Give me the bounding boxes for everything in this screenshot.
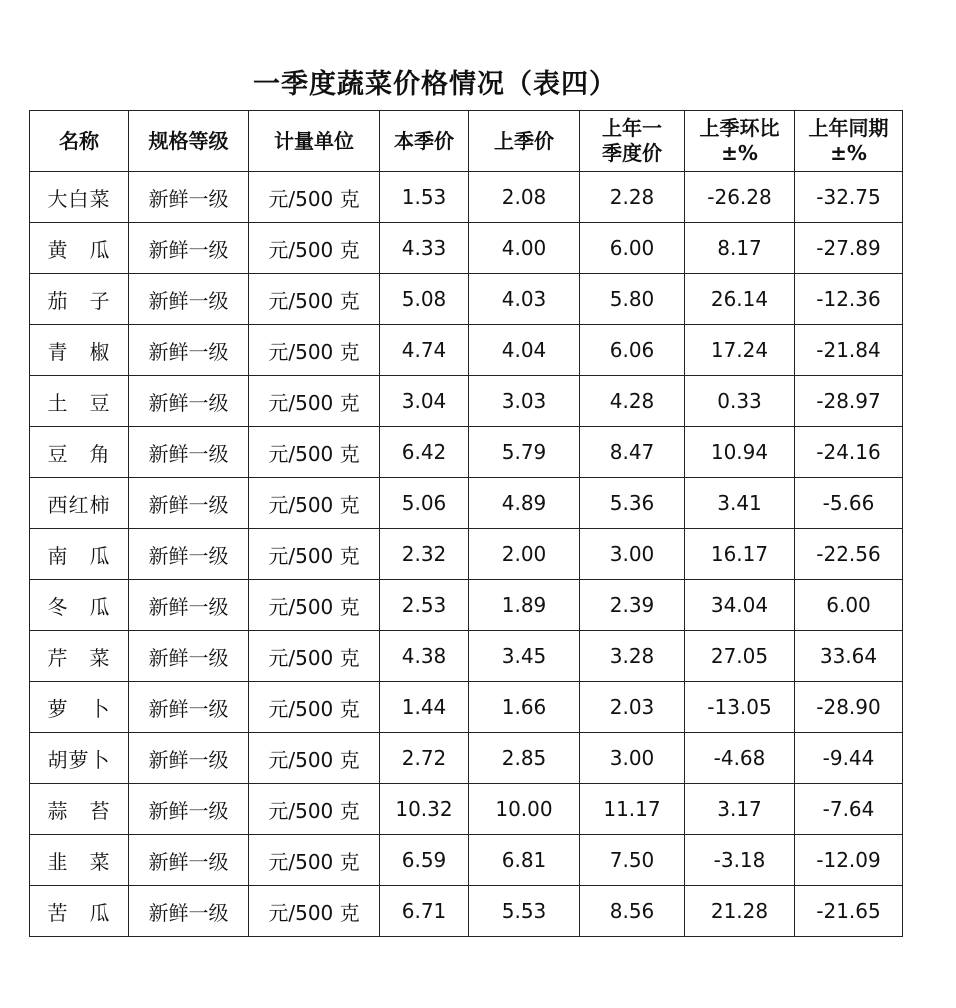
last-quarter-price-value: 5.79 xyxy=(501,440,547,464)
vegetable-name-value: 胡萝卜 xyxy=(47,747,111,772)
table-row xyxy=(30,427,903,478)
yoy-change-cell xyxy=(795,835,903,886)
vegetable-name-value: 芹 菜 xyxy=(47,645,111,670)
last-year-q1-price-value: 2.03 xyxy=(609,695,655,719)
last-quarter-price-value: 3.45 xyxy=(501,644,547,668)
yoy-change-value: 6.00 xyxy=(826,593,871,617)
qoq-change-cell xyxy=(685,733,795,784)
last-quarter-price-cell xyxy=(469,631,580,682)
unit-cell xyxy=(249,529,380,580)
grade-value: 新鲜一级 xyxy=(148,390,229,415)
unit-value: 元/500 克 xyxy=(268,186,360,211)
col-last-year-q1-price-header xyxy=(580,111,685,172)
vegetable-name-cell xyxy=(30,886,129,937)
last-year-q1-price-cell xyxy=(580,733,685,784)
yoy-change-cell xyxy=(795,427,903,478)
unit-cell xyxy=(249,274,380,325)
last-year-q1-price-cell xyxy=(580,580,685,631)
yoy-change-value: -32.75 xyxy=(816,185,881,209)
current-price-value: 2.72 xyxy=(401,746,447,770)
qoq-change-cell xyxy=(685,223,795,274)
current-price-cell xyxy=(380,172,469,223)
last-year-q1-price-value: 6.00 xyxy=(609,236,655,260)
unit-cell xyxy=(249,478,380,529)
unit-cell xyxy=(249,376,380,427)
qoq-change-value: 26.14 xyxy=(710,287,769,311)
grade-value: 新鲜一级 xyxy=(148,339,229,364)
current-price-cell xyxy=(380,682,469,733)
unit-value: 元/500 克 xyxy=(268,645,360,670)
header-label-line1: 名称 xyxy=(59,128,99,153)
last-quarter-price-cell xyxy=(469,682,580,733)
last-year-q1-price-value: 3.00 xyxy=(609,542,655,566)
last-year-q1-price-cell xyxy=(580,274,685,325)
last-year-q1-price-value: 5.80 xyxy=(609,287,655,311)
vegetable-name-cell xyxy=(30,835,129,886)
yoy-change-cell xyxy=(795,274,903,325)
grade-cell xyxy=(129,682,249,733)
current-price-value: 2.53 xyxy=(401,593,447,617)
header-label-line2: ±% xyxy=(830,141,867,165)
last-year-q1-price-cell xyxy=(580,529,685,580)
qoq-change-cell xyxy=(685,478,795,529)
last-year-q1-price-value: 2.28 xyxy=(609,185,655,209)
current-price-value: 4.74 xyxy=(401,338,447,362)
grade-cell xyxy=(129,733,249,784)
header-row xyxy=(30,111,903,172)
last-year-q1-price-value: 6.06 xyxy=(609,338,655,362)
grade-value: 新鲜一级 xyxy=(148,288,229,313)
grade-value: 新鲜一级 xyxy=(148,594,229,619)
table-row xyxy=(30,223,903,274)
grade-value: 新鲜一级 xyxy=(148,441,229,466)
grade-value: 新鲜一级 xyxy=(148,645,229,670)
yoy-change-cell xyxy=(795,223,903,274)
unit-value: 元/500 克 xyxy=(268,441,360,466)
last-year-q1-price-value: 7.50 xyxy=(609,848,655,872)
yoy-change-value: 33.64 xyxy=(819,644,878,668)
col-unit-header xyxy=(249,111,380,172)
yoy-change-value: -27.89 xyxy=(816,236,881,260)
current-price-cell xyxy=(380,325,469,376)
qoq-change-cell xyxy=(685,631,795,682)
last-quarter-price-value: 4.89 xyxy=(501,491,547,515)
last-quarter-price-cell xyxy=(469,529,580,580)
grade-cell xyxy=(129,223,249,274)
last-year-q1-price-cell xyxy=(580,631,685,682)
last-quarter-price-value: 4.00 xyxy=(501,236,547,260)
current-price-value: 10.32 xyxy=(395,797,453,821)
vegetable-name-value: 冬 瓜 xyxy=(47,594,111,619)
current-price-cell xyxy=(380,223,469,274)
unit-value: 元/500 克 xyxy=(268,900,360,925)
yoy-change-value: -5.66 xyxy=(822,491,875,515)
qoq-change-value: -3.18 xyxy=(713,848,766,872)
grade-cell xyxy=(129,274,249,325)
header-label-line1: 上季价 xyxy=(494,128,554,153)
unit-cell xyxy=(249,172,380,223)
table-body xyxy=(30,172,903,937)
current-price-value: 6.71 xyxy=(401,899,447,923)
current-price-value: 2.32 xyxy=(401,542,447,566)
grade-cell xyxy=(129,325,249,376)
current-price-cell xyxy=(380,835,469,886)
unit-value: 元/500 克 xyxy=(268,594,360,619)
grade-value: 新鲜一级 xyxy=(148,696,229,721)
last-quarter-price-value: 2.08 xyxy=(501,185,547,209)
qoq-change-cell xyxy=(685,376,795,427)
current-price-value: 5.06 xyxy=(401,491,447,515)
unit-cell xyxy=(249,631,380,682)
current-price-cell xyxy=(380,529,469,580)
vegetable-name-value: 蒜 苔 xyxy=(47,798,111,823)
unit-value: 元/500 克 xyxy=(268,696,360,721)
grade-value: 新鲜一级 xyxy=(148,237,229,262)
unit-cell xyxy=(249,835,380,886)
vegetable-name-value: 西红柿 xyxy=(47,492,111,517)
table-row xyxy=(30,682,903,733)
current-price-cell xyxy=(380,376,469,427)
yoy-change-cell xyxy=(795,478,903,529)
last-quarter-price-cell xyxy=(469,478,580,529)
qoq-change-cell xyxy=(685,172,795,223)
last-quarter-price-value: 5.53 xyxy=(501,899,547,923)
table-row xyxy=(30,478,903,529)
yoy-change-value: -24.16 xyxy=(816,440,881,464)
qoq-change-cell xyxy=(685,886,795,937)
last-year-q1-price-cell xyxy=(580,784,685,835)
last-quarter-price-cell xyxy=(469,376,580,427)
last-quarter-price-cell xyxy=(469,835,580,886)
unit-value: 元/500 克 xyxy=(268,798,360,823)
last-year-q1-price-cell xyxy=(580,682,685,733)
table-row xyxy=(30,835,903,886)
yoy-change-cell xyxy=(795,580,903,631)
vegetable-name-value: 萝 卜 xyxy=(47,696,111,721)
last-year-q1-price-value: 8.47 xyxy=(609,440,655,464)
yoy-change-value: -28.97 xyxy=(816,389,881,413)
qoq-change-value: 0.33 xyxy=(717,389,762,413)
grade-cell xyxy=(129,172,249,223)
col-qoq-change-header xyxy=(685,111,795,172)
yoy-change-cell xyxy=(795,376,903,427)
last-year-q1-price-value: 3.00 xyxy=(609,746,655,770)
current-price-value: 4.33 xyxy=(401,236,447,260)
qoq-change-cell xyxy=(685,835,795,886)
vegetable-name-value: 南 瓜 xyxy=(47,543,111,568)
current-price-cell xyxy=(380,427,469,478)
last-quarter-price-value: 2.85 xyxy=(501,746,547,770)
grade-value: 新鲜一级 xyxy=(148,492,229,517)
qoq-change-value: 34.04 xyxy=(710,593,769,617)
unit-value: 元/500 克 xyxy=(268,339,360,364)
yoy-change-value: -28.90 xyxy=(816,695,881,719)
vegetable-name-value: 土 豆 xyxy=(47,390,111,415)
qoq-change-value: -4.68 xyxy=(713,746,766,770)
table-title: 一季度蔬菜价格情况（表四） xyxy=(253,69,617,100)
vegetable-name-cell xyxy=(30,631,129,682)
grade-value: 新鲜一级 xyxy=(148,798,229,823)
unit-cell xyxy=(249,733,380,784)
last-quarter-price-cell xyxy=(469,784,580,835)
yoy-change-value: -21.84 xyxy=(816,338,881,362)
yoy-change-cell xyxy=(795,325,903,376)
unit-cell xyxy=(249,223,380,274)
last-quarter-price-cell xyxy=(469,886,580,937)
unit-value: 元/500 克 xyxy=(268,237,360,262)
last-quarter-price-cell xyxy=(469,274,580,325)
last-quarter-price-value: 2.00 xyxy=(501,542,547,566)
qoq-change-value: 27.05 xyxy=(710,644,769,668)
last-year-q1-price-value: 2.39 xyxy=(609,593,655,617)
unit-value: 元/500 克 xyxy=(268,390,360,415)
last-year-q1-price-value: 8.56 xyxy=(609,899,655,923)
qoq-change-cell xyxy=(685,274,795,325)
last-quarter-price-cell xyxy=(469,733,580,784)
last-quarter-price-value: 4.04 xyxy=(501,338,547,362)
table-row xyxy=(30,784,903,835)
last-year-q1-price-cell xyxy=(580,835,685,886)
table-row xyxy=(30,325,903,376)
yoy-change-value: -12.09 xyxy=(816,848,881,872)
table-row xyxy=(30,274,903,325)
qoq-change-value: 3.41 xyxy=(717,491,762,515)
grade-cell xyxy=(129,835,249,886)
grade-cell xyxy=(129,580,249,631)
last-year-q1-price-value: 5.36 xyxy=(609,491,655,515)
current-price-cell xyxy=(380,733,469,784)
last-year-q1-price-cell xyxy=(580,172,685,223)
last-quarter-price-cell xyxy=(469,172,580,223)
last-quarter-price-value: 1.89 xyxy=(501,593,547,617)
vegetable-name-value: 大白菜 xyxy=(47,186,111,211)
unit-cell xyxy=(249,682,380,733)
grade-cell xyxy=(129,529,249,580)
header-label-line1: 规格等级 xyxy=(148,128,229,153)
current-price-cell xyxy=(380,886,469,937)
qoq-change-value: 3.17 xyxy=(717,797,762,821)
last-quarter-price-value: 3.03 xyxy=(501,389,547,413)
vegetable-name-cell xyxy=(30,478,129,529)
unit-cell xyxy=(249,325,380,376)
table-row xyxy=(30,733,903,784)
last-year-q1-price-value: 3.28 xyxy=(609,644,655,668)
unit-value: 元/500 克 xyxy=(268,747,360,772)
vegetable-name-cell xyxy=(30,223,129,274)
header-label-line1: 计量单位 xyxy=(274,128,354,153)
vegetable-name-cell xyxy=(30,682,129,733)
qoq-change-value: 21.28 xyxy=(710,899,769,923)
qoq-change-cell xyxy=(685,529,795,580)
grade-cell xyxy=(129,784,249,835)
last-year-q1-price-cell xyxy=(580,478,685,529)
yoy-change-cell xyxy=(795,631,903,682)
vegetable-name-value: 豆 角 xyxy=(47,441,111,466)
table-row xyxy=(30,172,903,223)
table-row xyxy=(30,886,903,937)
grade-value: 新鲜一级 xyxy=(148,849,229,874)
grade-value: 新鲜一级 xyxy=(148,186,229,211)
col-name-header xyxy=(30,111,129,172)
last-quarter-price-value: 4.03 xyxy=(501,287,547,311)
col-last-quarter-price-header xyxy=(469,111,580,172)
last-quarter-price-value: 6.81 xyxy=(501,848,547,872)
header-label-line2: ±% xyxy=(721,141,758,165)
current-price-cell xyxy=(380,478,469,529)
unit-value: 元/500 克 xyxy=(268,492,360,517)
grade-cell xyxy=(129,376,249,427)
vegetable-name-cell xyxy=(30,274,129,325)
current-price-cell xyxy=(380,580,469,631)
col-grade-header xyxy=(129,111,249,172)
col-yoy-change-header xyxy=(795,111,903,172)
grade-cell xyxy=(129,886,249,937)
vegetable-name-value: 苦 瓜 xyxy=(47,900,111,925)
last-year-q1-price-cell xyxy=(580,376,685,427)
yoy-change-value: -9.44 xyxy=(822,746,875,770)
grade-cell xyxy=(129,478,249,529)
vegetable-name-value: 青 椒 xyxy=(47,339,111,364)
vegetable-name-cell xyxy=(30,733,129,784)
current-price-value: 1.53 xyxy=(401,185,447,209)
qoq-change-value: -26.28 xyxy=(707,185,772,209)
vegetable-name-cell xyxy=(30,172,129,223)
vegetable-name-cell xyxy=(30,376,129,427)
current-price-value: 4.38 xyxy=(401,644,447,668)
last-year-q1-price-value: 11.17 xyxy=(603,797,661,821)
table-row xyxy=(30,376,903,427)
last-quarter-price-cell xyxy=(469,223,580,274)
header-label-line1: 上年同期 xyxy=(808,116,889,140)
price-table xyxy=(29,110,903,937)
current-price-cell xyxy=(380,274,469,325)
vegetable-name-value: 茄 子 xyxy=(47,288,111,313)
last-year-q1-price-value: 4.28 xyxy=(609,389,655,413)
qoq-change-value: 17.24 xyxy=(710,338,769,362)
yoy-change-value: -7.64 xyxy=(822,797,875,821)
grade-value: 新鲜一级 xyxy=(148,543,229,568)
last-quarter-price-value: 10.00 xyxy=(495,797,553,821)
header-label-line1: 本季价 xyxy=(394,128,454,153)
yoy-change-cell xyxy=(795,682,903,733)
unit-value: 元/500 克 xyxy=(268,849,360,874)
last-year-q1-price-cell xyxy=(580,223,685,274)
qoq-change-cell xyxy=(685,784,795,835)
grade-cell xyxy=(129,631,249,682)
last-quarter-price-value: 1.66 xyxy=(501,695,547,719)
vegetable-name-cell xyxy=(30,529,129,580)
current-price-value: 6.42 xyxy=(401,440,447,464)
header-label-line1: 上年一 xyxy=(602,116,662,140)
vegetable-name-value: 韭 菜 xyxy=(47,849,111,874)
current-price-value: 3.04 xyxy=(401,389,447,413)
vegetable-name-value: 黄 瓜 xyxy=(47,237,111,262)
vegetable-name-cell xyxy=(30,784,129,835)
grade-cell xyxy=(129,427,249,478)
unit-cell xyxy=(249,886,380,937)
table-row xyxy=(30,580,903,631)
header-label-line2: 季度价 xyxy=(602,141,662,165)
grade-value: 新鲜一级 xyxy=(148,747,229,772)
unit-value: 元/500 克 xyxy=(268,288,360,313)
qoq-change-cell xyxy=(685,580,795,631)
qoq-change-cell xyxy=(685,427,795,478)
table-row xyxy=(30,631,903,682)
current-price-value: 6.59 xyxy=(401,848,447,872)
vegetable-name-cell xyxy=(30,580,129,631)
qoq-change-value: 16.17 xyxy=(710,542,769,566)
last-year-q1-price-cell xyxy=(580,325,685,376)
table-row xyxy=(30,529,903,580)
vegetable-name-cell xyxy=(30,325,129,376)
qoq-change-cell xyxy=(685,682,795,733)
current-price-value: 5.08 xyxy=(401,287,447,311)
qoq-change-value: 10.94 xyxy=(710,440,769,464)
yoy-change-value: -12.36 xyxy=(816,287,881,311)
qoq-change-value: -13.05 xyxy=(707,695,772,719)
yoy-change-cell xyxy=(795,886,903,937)
qoq-change-cell xyxy=(685,325,795,376)
last-year-q1-price-cell xyxy=(580,886,685,937)
last-year-q1-price-cell xyxy=(580,427,685,478)
yoy-change-cell xyxy=(795,784,903,835)
yoy-change-cell xyxy=(795,733,903,784)
col-current-price-header xyxy=(380,111,469,172)
current-price-cell xyxy=(380,784,469,835)
last-quarter-price-cell xyxy=(469,580,580,631)
current-price-cell xyxy=(380,631,469,682)
vegetable-name-cell xyxy=(30,427,129,478)
header-label-line1: 上季环比 xyxy=(699,116,780,140)
unit-cell xyxy=(249,427,380,478)
last-quarter-price-cell xyxy=(469,427,580,478)
last-quarter-price-cell xyxy=(469,325,580,376)
yoy-change-value: -21.65 xyxy=(816,899,881,923)
unit-cell xyxy=(249,580,380,631)
qoq-change-value: 8.17 xyxy=(717,236,762,260)
unit-value: 元/500 克 xyxy=(268,543,360,568)
yoy-change-cell xyxy=(795,172,903,223)
yoy-change-cell xyxy=(795,529,903,580)
yoy-change-value: -22.56 xyxy=(816,542,881,566)
current-price-value: 1.44 xyxy=(401,695,447,719)
unit-cell xyxy=(249,784,380,835)
grade-value: 新鲜一级 xyxy=(148,900,229,925)
